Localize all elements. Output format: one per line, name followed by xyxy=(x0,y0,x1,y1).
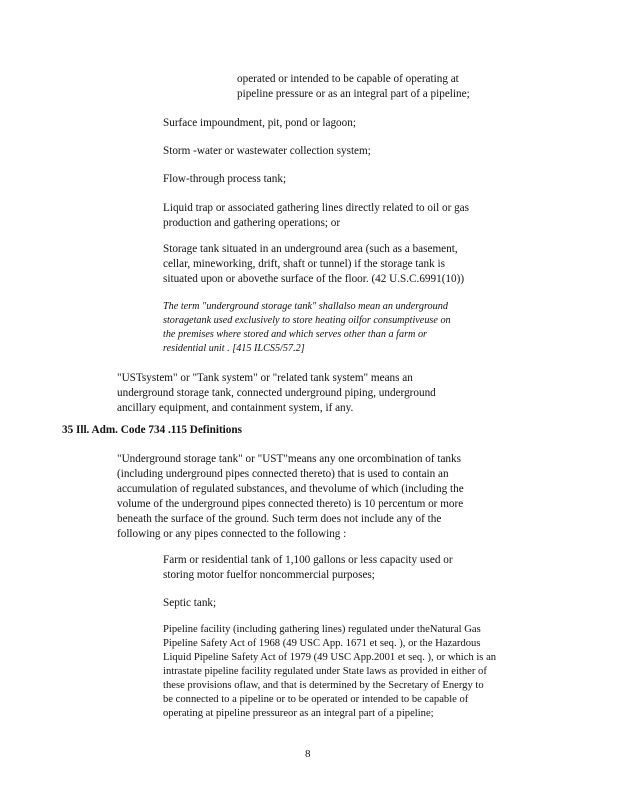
exclusion-item-farm-residential-tank xyxy=(163,553,453,583)
text-line: accumulation of regulated substances, and thevolume of which (including the xyxy=(117,483,464,495)
text-line: Liquid trap or associated gathering lines directly related to oil or gas xyxy=(163,202,470,214)
text-line: intrastate pipeline facility regulated under State laws as provided in either of xyxy=(163,666,487,677)
exclusion-item-flow-through xyxy=(163,172,286,187)
exclusion-item-storage-tank-underground-area xyxy=(163,242,464,287)
text-line: Farm or residential tank of 1,100 gallons or less capacity used or xyxy=(163,554,453,566)
text-line: storagetank used exclusively to store heating oilfor consumptiveuse on xyxy=(163,315,451,326)
text-line: Septic tank; xyxy=(163,597,217,609)
text-line: beneath the surface of the ground. Such term does not include any of the xyxy=(117,513,442,525)
text-line: Flow-through process tank; xyxy=(163,173,287,185)
exclusion-item-surface-impoundment xyxy=(163,116,356,131)
text-line: Pipeline facility (including gathering lines) regulated under theNatural Gas xyxy=(163,624,481,635)
text-line: residential unit . [415 ILCS5/57.2] xyxy=(163,343,305,354)
text-line: ancillary equipment, and containment system, if any. xyxy=(117,402,354,414)
italic-note xyxy=(163,300,451,356)
text-line: Surface impoundment, pit, pond or lagoon; xyxy=(163,117,356,129)
text-line: "Underground storage tank" or "UST"means any one orcombination of tanks xyxy=(117,453,461,465)
ust-definition xyxy=(117,452,464,542)
text-line: operated or intended to be capable of operating at xyxy=(237,73,459,85)
page-number: 8 xyxy=(305,748,311,760)
text-line: The term "underground storage tank" shallalso mean an underground xyxy=(163,301,448,312)
text-line: situated upon or abovethe surface of the floor. (42 U.S.C.6991(10)) xyxy=(163,273,465,285)
text-line: be connected to a pipeline or to be operated or intended to be capable of xyxy=(163,694,469,705)
text-line: Liquid Pipeline Safety Act of 1979 (49 USC App.2001 et seq. ), or which is an xyxy=(163,652,497,663)
text-line: pipeline pressure or as an integral part of a pipeline; xyxy=(237,88,470,100)
continuation-item xyxy=(237,72,470,102)
section-heading: 35 Ill. Adm. Code 734 .115 Definitions xyxy=(62,424,242,436)
text-line: Storm -water or wastewater collection system; xyxy=(163,145,371,157)
text-line: volume of the underground pipes connected thereto) is 10 percentum or more xyxy=(117,498,464,510)
text-line: underground storage tank, connected underground piping, underground xyxy=(117,387,436,399)
text-line: (including underground pipes connected thereto) that is used to contain an xyxy=(117,468,449,480)
text-line: storing motor fuelfor noncommercial purposes; xyxy=(163,569,375,581)
exclusion-item-septic-tank xyxy=(163,596,216,611)
exclusion-item-stormwater xyxy=(163,144,371,159)
text-line: "USTsystem" or "Tank system" or "related tank system" means an xyxy=(117,372,413,384)
text-line: production and gathering operations; or xyxy=(163,217,341,229)
text-line: operating at pipeline pressureor as an integral part of a pipeline; xyxy=(163,708,434,719)
text-line: cellar, mineworking, drift, shaft or tunnel) if the storage tank is xyxy=(163,258,445,270)
text-line: Storage tank situated in an underground area (such as a basement, xyxy=(163,243,458,255)
text-line: these provisions oflaw, and that is determined by the Secretary of Energy to xyxy=(163,680,484,691)
ust-system-definition xyxy=(117,371,436,416)
text-line: following or any pipes connected to the following : xyxy=(117,528,347,540)
exclusion-item-pipeline-facility xyxy=(163,623,496,721)
text-line: Pipeline Safety Act of 1968 (49 USC App. 1671 et seq. ), or the Hazardous xyxy=(163,638,481,649)
exclusion-item-liquid-trap xyxy=(163,201,469,231)
text-line: the premises where stored and which serves other than a farm or xyxy=(163,329,427,340)
